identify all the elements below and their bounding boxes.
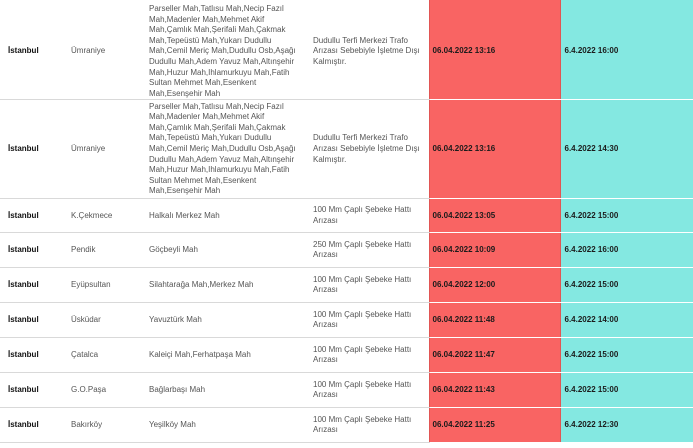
start-time-cell: 06.04.2022 13:16 [429,100,560,199]
neighborhoods-cell: Yeşilköy Mah [143,408,309,443]
district-cell: Ümraniye [65,0,143,100]
city-cell: İstanbul [0,303,65,338]
reason-cell: 100 Mm Çaplı Şebeke Hattı Arızası [309,373,429,408]
neighborhoods-cell: Bağlarbaşı Mah [143,373,309,408]
end-time-cell: 6.4.2022 12:30 [560,408,693,443]
table-row [0,199,693,233]
reason-cell: 100 Mm Çaplı Şebeke Hattı Arızası [309,338,429,373]
reason-cell: Dudullu Terfi Merkezi Trafo Arızası Sebebiyle İşletme Dışı Kalmıştır. [309,0,429,100]
table-row [0,268,693,303]
district-cell: Eyüpsultan [65,268,143,303]
district-cell: Pendik [65,233,143,268]
start-time-cell: 06.04.2022 11:25 [429,408,560,443]
city-cell: İstanbul [0,268,65,303]
district-cell: Üsküdar [65,303,143,338]
reason-cell: 100 Mm Çaplı Şebeke Hattı Arızası [309,268,429,303]
city-cell: İstanbul [0,373,65,408]
district-cell: Çatalca [65,338,143,373]
start-time-cell: 06.04.2022 12:00 [429,268,560,303]
district-cell: Ümraniye [65,100,143,199]
city-cell: İstanbul [0,338,65,373]
district-cell: K.Çekmece [65,199,143,233]
district-cell: G.O.Paşa [65,373,143,408]
neighborhoods-cell: Kaleiçi Mah,Ferhatpaşa Mah [143,338,309,373]
reason-cell: Dudullu Terfi Merkezi Trafo Arızası Sebebiyle İşletme Dışı Kalmıştır. [309,100,429,199]
table-row [0,373,693,408]
table-row [0,408,693,443]
start-time-cell: 06.04.2022 11:43 [429,373,560,408]
city-cell: İstanbul [0,199,65,233]
start-time-cell: 06.04.2022 13:16 [429,0,560,100]
city-cell: İstanbul [0,233,65,268]
end-time-cell: 6.4.2022 14:00 [560,303,693,338]
reason-cell: 250 Mm Çaplı Şebeke Hattı Arızası [309,233,429,268]
start-time-cell: 06.04.2022 11:47 [429,338,560,373]
start-time-cell: 06.04.2022 11:48 [429,303,560,338]
end-time-cell: 6.4.2022 15:00 [560,373,693,408]
neighborhoods-cell: Silahtarağa Mah,Merkez Mah [143,268,309,303]
end-time-cell: 6.4.2022 16:00 [560,0,693,100]
table-row [0,100,693,199]
table-row [0,0,693,100]
neighborhoods-cell: Halkalı Merkez Mah [143,199,309,233]
neighborhoods-cell: Göçbeyli Mah [143,233,309,268]
table-row [0,233,693,268]
end-time-cell: 6.4.2022 15:00 [560,268,693,303]
start-time-cell: 06.04.2022 10:09 [429,233,560,268]
end-time-cell: 6.4.2022 14:30 [560,100,693,199]
reason-cell: 100 Mm Çaplı Şebeke Hattı Arızası [309,408,429,443]
table-row [0,338,693,373]
end-time-cell: 6.4.2022 15:00 [560,338,693,373]
city-cell: İstanbul [0,408,65,443]
city-cell: İstanbul [0,0,65,100]
city-cell: İstanbul [0,100,65,199]
reason-cell: 100 Mm Çaplı Şebeke Hattı Arızası [309,199,429,233]
neighborhoods-cell: Parseller Mah,Tatlısu Mah,Necip Fazıl Mah,Madenler Mah,Mehmet Akif Mah,Çamlık Mah,Şerifali Mah,Çakmak Mah,Tepeüstü Mah,Yukarı Dudullu Mah,Cemil Meriç Mah,Dudullu Osb,Aşağı Dudullu Mah,Adem Yavuz Mah,Altınşehir Mah,Huzur Mah,Ihlamurkuyu Mah,Fatih Sultan Mehmet Mah,Esenkent Mah,Esenşehir Mah [143,0,309,100]
district-cell: Bakırköy [65,408,143,443]
neighborhoods-cell: Yavuztürk Mah [143,303,309,338]
neighborhoods-cell: Parseller Mah,Tatlısu Mah,Necip Fazıl Mah,Madenler Mah,Mehmet Akif Mah,Çamlık Mah,Şerifali Mah,Çakmak Mah,Tepeüstü Mah,Yukarı Dudullu Mah,Cemil Meriç Mah,Dudullu Osb,Aşağı Dudullu Mah,Adem Yavuz Mah,Altınşehir Mah,Huzur Mah,Ihlamurkuyu Mah,Fatih Sultan Mehmet Mah,Esenkent Mah,Esenşehir Mah [143,100,309,199]
reason-cell: 100 Mm Çaplı Şebeke Hattı Arızası [309,303,429,338]
end-time-cell: 6.4.2022 16:00 [560,233,693,268]
start-time-cell: 06.04.2022 13:05 [429,199,560,233]
end-time-cell: 6.4.2022 15:00 [560,199,693,233]
table-row [0,303,693,338]
